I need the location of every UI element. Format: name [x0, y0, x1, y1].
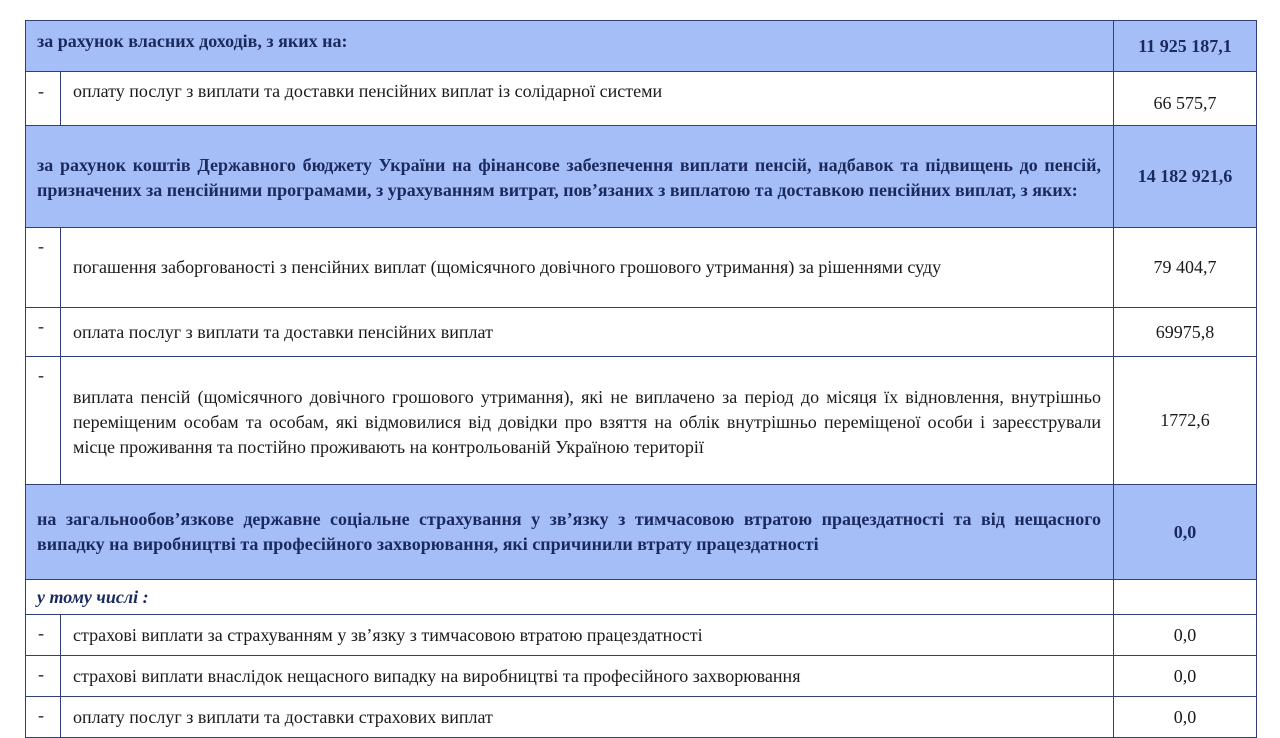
table-row [26, 308, 1257, 357]
row-dash: - [26, 228, 61, 308]
row-label: оплату послуг з виплати та доставки пенсійних виплат із солідарної системи [61, 72, 1114, 126]
table-row-social-insurance [26, 485, 1257, 580]
row-value: 0,0 [1114, 656, 1257, 697]
row-label: у тому числі : [26, 580, 1114, 615]
table-row [26, 615, 1257, 656]
row-dash: - [26, 357, 61, 485]
row-dash: - [26, 308, 61, 357]
row-label: виплата пенсій (щомісячного довічного грошового утримання), які не виплачено за період до місяця їх відновлення, внутрішньо переміщеним особам та особам, які відмовилися від довідки про взяття на облік внутрішньо переміщеної особи і зареєстрували місце проживання та постійно проживають на контрольованій Україною території [61, 357, 1114, 485]
row-label: погашення заборгованості з пенсійних виплат (щомісячного довічного грошового утримання) за рішеннями суду [61, 228, 1114, 308]
table-row [26, 656, 1257, 697]
row-label: за рахунок коштів Державного бюджету України на фінансове забезпечення виплати пенсій, надбавок та підвищень до пенсій, призначених за пенсійними програмами, з урахуванням витрат, пов’язаних з виплатою та доставкою пенсійних виплат, з яких: [26, 126, 1114, 228]
table-row [26, 357, 1257, 485]
row-value: 79 404,7 [1114, 228, 1257, 308]
table-row-including [26, 580, 1257, 615]
row-label: оплату послуг з виплати та доставки страхових виплат [61, 697, 1114, 738]
row-value: 11 925 187,1 [1114, 21, 1257, 72]
row-label: страхові виплати внаслідок нещасного випадку на виробництві та професійного захворювання [61, 656, 1114, 697]
row-value: 1772,6 [1114, 357, 1257, 485]
row-dash: - [26, 72, 61, 126]
row-label: за рахунок власних доходів, з яких на: [26, 21, 1114, 72]
table-row [26, 72, 1257, 126]
table-row-own-revenue [26, 21, 1257, 72]
row-value: 0,0 [1114, 615, 1257, 656]
table-row [26, 228, 1257, 308]
row-value: 66 575,7 [1114, 72, 1257, 126]
row-value: 0,0 [1114, 697, 1257, 738]
row-value: 14 182 921,6 [1114, 126, 1257, 228]
table-row [26, 697, 1257, 738]
row-value: 0,0 [1114, 485, 1257, 580]
row-value [1114, 580, 1257, 615]
table-row-state-budget [26, 126, 1257, 228]
budget-table [25, 20, 1257, 738]
row-value: 69975,8 [1114, 308, 1257, 357]
row-dash: - [26, 697, 61, 738]
row-label: страхові виплати за страхуванням у зв’язку з тимчасовою втратою працездатності [61, 615, 1114, 656]
row-dash: - [26, 656, 61, 697]
row-label: оплата послуг з виплати та доставки пенсійних виплат [61, 308, 1114, 357]
row-dash: - [26, 615, 61, 656]
row-label: на загальнообов’язкове державне соціальне страхування у зв’язку з тимчасовою втратою працездатності та від нещасного випадку на виробництві та професійного захворювання, які спричинили втрату працездатності [26, 485, 1114, 580]
